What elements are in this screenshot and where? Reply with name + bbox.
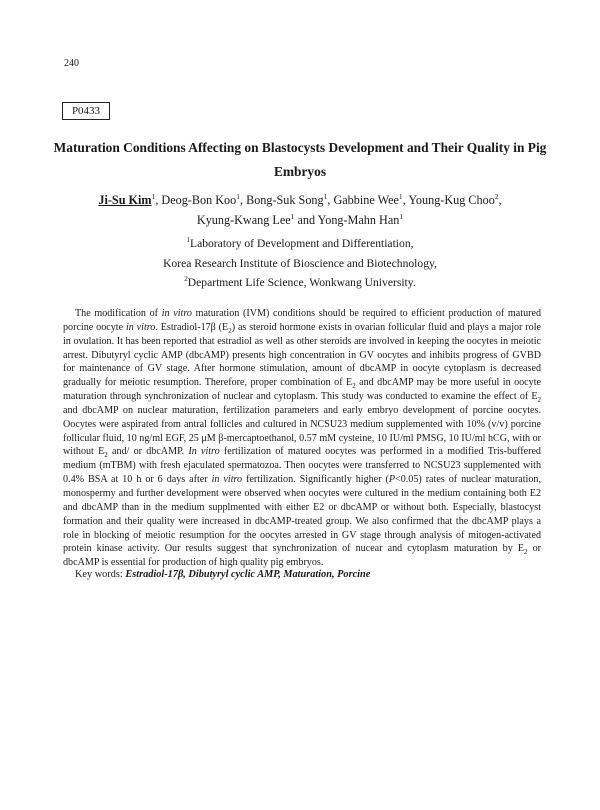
author: Bong-Suk Song	[246, 193, 324, 207]
affiliation-line: $^1$Laboratory of Development and Differentiation,	[186, 236, 414, 250]
author: Kyung-Kwang Lee	[196, 213, 291, 227]
affiliation-marker: 1	[151, 191, 156, 201]
keywords-value: Estradiol-17β, Dibutyryl cyclic AMP, Maturation, Porcine	[125, 569, 371, 580]
author: Young-Kug Choo	[408, 193, 495, 207]
abstract-body: The modification of in vitro maturation (IVM) conditions should be required to efficient production of matured porcine oocyte in vitro. Estradiol-17β $(E_2)$ as steroid hormone exists in ovarian follicular fluid and plays a major role in ovulation. It has been reported that estradiol as well as other steroids are involved in keeping the oocytes in meiotic arrest. Dibutyryl cyclic AMP (dbcAMP) presents high concentration in GV oocytes and inhibits progress of GVBD for maintenance of GV stage. After hormone stimulation, amount of dbcAMP in oocyte cytoplasm is decreased gradually for meiotic resumption. Therefore, proper combination of $E_2$ and dbcAMP may be more useful in oocyte maturation through synchronization of nuclear and cytoplasm. This study was conducted to examine the effect of $E_2$ and dbcAMP on nuclear maturation, fertilization parameters and early embryo development of porcine oocytes. Oocytes were aspirated from antral follicles and cultured in NCSU23 medium supplemented with 10% (v/v) porcine follicular fluid, 10 ng/ml EGF, 25 μM β-mercaptoethanol, 0.57 mM cysteine, 10 IU/ml PMSG, 10 IU/ml hCG, with or without $E_2$ and/ or dbcAMP. In vitro fertilization of matured oocytes was performed in a modified Tris-buffered medium (mTBM) with fresh ejaculated spermatozoa. Then oocytes were transferred to NCSU23 supplemented with 0.4% BSA at 10 h or 6 days after in vitro fertilization. Significantly higher (P<0.05) rates of nuclear maturation, monospermy and further development were observed when oocytes were cultured in the medium containing both E2 and dbcAMP than in the medium supplmented with either E2 or dbcAMP or without both. Especially, blastocyst formation and their quality were increased in dbcAMP-treated group. We also confirmed that the dbcAMP plays a role in blocking of meiotic resumption for the oocytes arrested in GV stage through analysis of mitogen-activated protein kinase activity. Our results suggest that synchronization of nucear and cytoplasm maturation by $E_2$ or dbcAMP is essential for production of high quality pig embryos.	[63, 308, 542, 569]
keywords-label: Key words:	[75, 569, 126, 580]
affiliation-marker: 1	[323, 191, 328, 201]
affiliation-marker: 2	[494, 191, 499, 201]
author: Deog-Bon Koo	[161, 193, 237, 207]
affiliations	[40, 234, 560, 293]
page-number: 240	[64, 58, 79, 69]
paper-title: Maturation Conditions Affecting on Blastocysts Development and Their Quality in Pig Embryos	[53, 140, 547, 179]
affiliation-marker: 1	[399, 211, 404, 221]
author-list: Ji-Su Kim$^1$, Deog-Bon Koo$^1$, Bong-Suk Song$^1$, Gabbine Wee$^1$, Young-Kug Choo$^2$, Kyung-Kwang Lee$^1$ and Yong-Mahn Han$^1$	[98, 191, 502, 227]
affiliation-marker: 1	[398, 191, 403, 201]
affiliation-marker: 1	[290, 211, 295, 221]
affiliation-marker: 1	[236, 191, 240, 201]
presenting-author: Ji-Su Kim	[98, 193, 152, 207]
affiliation-line: $^2$Department Life Science, Wonkwang University.	[184, 275, 416, 289]
abstract-code-box: P0433	[62, 102, 110, 120]
author: Yong-Mahn Han	[317, 213, 400, 227]
affiliation-number: 1	[186, 236, 190, 245]
affiliation-line: Korea Research Institute of Bioscience and Biotechnology,	[163, 256, 437, 270]
keywords	[75, 568, 545, 582]
affiliation-number: 2	[184, 275, 188, 284]
author: Gabbine Wee	[333, 193, 399, 207]
